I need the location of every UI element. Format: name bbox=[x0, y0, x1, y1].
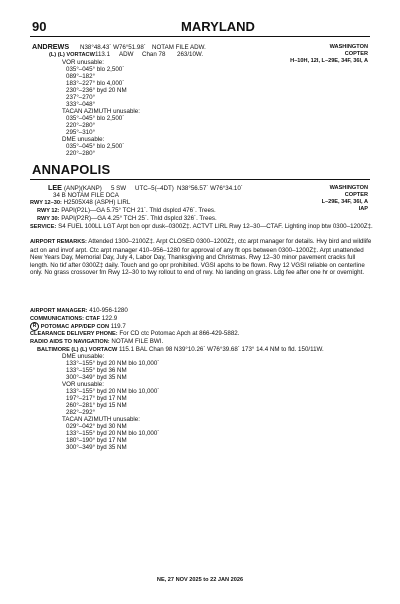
andrews-vortac-radial: 263/10W. bbox=[177, 51, 204, 58]
list-item: 183°–227° blo 4,000´ bbox=[66, 80, 125, 87]
andrews-coords: N38°48.43´ W76°51.98´ bbox=[80, 44, 146, 51]
andrews-vortac-label: (L) (L) VORTACW bbox=[49, 52, 95, 58]
list-item: 035°–045° blo 2,500´ bbox=[66, 66, 125, 73]
navaids-text: NOTAM FILE BWI. bbox=[111, 338, 164, 345]
list-item: 035°–045° blo 2,500´ bbox=[66, 143, 125, 150]
airport-utc: UTC–5(–4DT) bbox=[135, 185, 174, 192]
list-item: 133°–155° byd 20 NM blo 10,000´ bbox=[66, 360, 160, 367]
clearance-delivery bbox=[30, 330, 239, 338]
runway-label: RWY 12–30: bbox=[30, 200, 62, 206]
runway-30-label: RWY 30: bbox=[37, 216, 60, 222]
list-item: 230°–236° byd 20 NM bbox=[66, 87, 127, 94]
page-number: 90 bbox=[32, 19, 47, 34]
approach-label: POTOMAC APP/DEP CON bbox=[40, 324, 110, 331]
clearance-label: CLEARANCE DELIVERY PHONE: bbox=[30, 331, 118, 337]
list-item: 220°–280° bbox=[66, 150, 96, 157]
runway-12-30 bbox=[30, 199, 130, 207]
list-item: 220°–280° bbox=[66, 122, 96, 129]
airport-line2: 34 B NOTAM FILE DCA bbox=[53, 192, 119, 199]
list-item: VOR unusable: bbox=[62, 59, 104, 66]
service-paragraph bbox=[30, 223, 375, 232]
list-item: 260°–281° byd 15 NM bbox=[66, 402, 127, 409]
approach-freq: 119.7 bbox=[110, 323, 126, 331]
list-item: 089°–182° bbox=[66, 73, 96, 80]
section-rule bbox=[30, 179, 370, 180]
andrews-vortac-chan: Chan 78 bbox=[142, 51, 166, 58]
airport-region: WASHINGTON bbox=[329, 185, 368, 191]
radio-aids bbox=[30, 338, 163, 346]
airport-distance: 5 SW bbox=[111, 185, 127, 192]
andrews-charts: H–10H, 12I, L–29E, 34F, 36I, A bbox=[290, 58, 368, 64]
airport-ids: (ANP)(KANP) bbox=[64, 185, 102, 192]
runway-12 bbox=[37, 207, 216, 215]
list-item: 133°–155° byd 20 NM blo 10,000´ bbox=[66, 388, 160, 395]
baltimore-text: 115.1 BAL Chan 98 N39°10.26´ W76°39.68´ 173° 14.4 NM to fld. 150/11W. bbox=[119, 346, 324, 353]
remarks-label: AIRPORT REMARKS: bbox=[30, 239, 87, 245]
header-rule bbox=[30, 36, 370, 37]
list-item: DME unusable: bbox=[62, 353, 105, 360]
comms-text: 122.9 bbox=[101, 315, 118, 322]
manager-text: 410-956-1280 bbox=[89, 307, 128, 314]
list-item: 133°–155° byd 36 NM bbox=[66, 367, 127, 374]
remarks-paragraph bbox=[30, 238, 375, 277]
clearance-text: For CD ctc Potomac Apch at 866-429-5882. bbox=[119, 330, 240, 337]
airport-manager bbox=[30, 307, 128, 315]
comms-label: COMMUNICATIONS: CTAF bbox=[30, 316, 101, 322]
runway-12-text: PAPI(P2L)—GA 5.75° TCH 21´. Thld dsplcd 476´. Trees. bbox=[61, 207, 216, 214]
effective-dates-footer: NE, 27 NOV 2025 to 22 JAN 2026 bbox=[156, 577, 244, 583]
andrews-chart-type: COPTER bbox=[344, 51, 368, 57]
list-item: DME unusable: bbox=[62, 136, 105, 143]
list-item: TACAN AZIMUTH unusable: bbox=[62, 108, 140, 115]
list-item: 282°–292° bbox=[66, 409, 96, 416]
list-item: 029°–042° byd 30 NM bbox=[66, 423, 127, 430]
list-item: 197°–217° byd 17 NM bbox=[66, 395, 127, 402]
andrews-name: ANDREWS bbox=[32, 42, 70, 51]
baltimore-label: BALTIMORE (L) (L) VORTACW bbox=[37, 347, 118, 353]
state-title: MARYLAND bbox=[181, 19, 255, 34]
runway-30-text: PAPI(P2R)—GA 4.25° TCH 25´. Thld dsplcd 326´. Trees. bbox=[61, 215, 217, 222]
manager-label: AIRPORT MANAGER: bbox=[30, 308, 88, 314]
airport-iap: IAP bbox=[358, 206, 368, 212]
service-label: SERVICE: bbox=[30, 224, 57, 230]
service-text: S4 FUEL 100LL LGT Arpt bcn opr dusk–0300Z‡. ACTVT LIRL Rwy 12–30—CTAF. Lighting inop btw 0300–1200Z‡. bbox=[58, 223, 373, 230]
navaids-label: RADIO AIDS TO NAVIGATION: bbox=[30, 339, 110, 345]
radar-r-icon: R bbox=[30, 322, 39, 331]
andrews-notam: NOTAM FILE ADW. bbox=[152, 44, 206, 51]
list-item: 300°–349° byd 35 NM bbox=[66, 374, 127, 381]
airport-name: LEE bbox=[48, 183, 62, 192]
list-item: 035°–045° blo 2,500´ bbox=[66, 115, 125, 122]
remarks-text: Attended 1300–2100Z‡. Arpt CLOSED 0300–1200Z‡, ctc arpt manager for details. Hvy bird and wildlife act on and invof arpt. Ctc arpt manager 410–956–1280 for approval of any flt ops between 0300–1200Z‡. Arpt unattended New Years Day, Memorial Day, July 4, Labor Day, Thanksgiving and Christmas. Rwy 12–30 minor pavement cracks full length. No tkf after 0300Z‡ daily. Touch and go opr prohibited. VGSI apchs to be flown. Rwy 12 VGSI reliable on centerline only. No grass crossover fm Rwy 12–30 to twy rollout to end of rwy. No landing on grass. Ldg fee after one hr or overnight. bbox=[30, 238, 372, 277]
runway-12-label: RWY 12: bbox=[37, 208, 60, 214]
airport-chart-type: COPTER bbox=[344, 192, 368, 198]
section-title-annapolis: ANNAPOLIS bbox=[32, 162, 111, 177]
airport-coords: N38°56.57´ W76°34.10´ bbox=[177, 185, 243, 192]
list-item: 295°–310° bbox=[66, 129, 96, 136]
list-item: 300°–349° byd 35 NM bbox=[66, 444, 127, 451]
list-item: TACAN AZIMUTH unusable: bbox=[62, 416, 140, 423]
andrews-region: WASHINGTON bbox=[329, 44, 368, 50]
list-item: 237°–270° bbox=[66, 94, 96, 101]
list-item: 180°–190° byd 17 NM bbox=[66, 437, 127, 444]
airport-charts: L–29E, 34F, 36I, A bbox=[321, 199, 368, 205]
andrews-vortac-freq: 113.1 bbox=[95, 51, 111, 58]
runway-30 bbox=[37, 215, 217, 223]
runway-text: H2505X48 (ASPH) LIRL bbox=[63, 199, 131, 206]
list-item: VOR unusable: bbox=[62, 381, 104, 388]
andrews-vortac-ident: ADW bbox=[119, 51, 134, 58]
list-item: 133°–155° byd 20 NM blo 10,000´ bbox=[66, 430, 160, 437]
list-item: 333°–048° bbox=[66, 101, 96, 108]
